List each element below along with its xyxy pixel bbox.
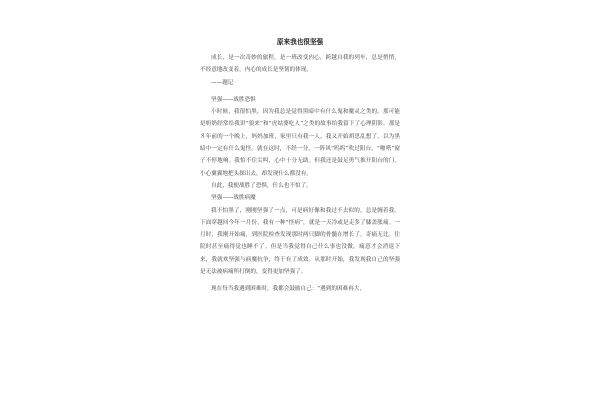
intro-paragraph: 成长，是一次奇妙的旅程，是一班改变内心，跨越自我的列车，总是悄悄，不经意地改变着，内心的成长是坚韧的体现。	[200, 55, 400, 74]
article-title: 原来我也很坚强	[276, 38, 324, 46]
fear-conclusion: 自此，我便战胜了恐惧，什么也不怕了。	[211, 182, 312, 189]
epigraph-label: ——题记	[211, 79, 234, 86]
article-body	[200, 38, 400, 296]
closing-paragraph: 现在每当我遇到困难时，我都会鼓励自己：“遇到的困难再大，	[211, 286, 365, 293]
illness-paragraph: 我不怕黑了，刚刚坚强了一点，可是病好像和我过不去似的，总是缠着我。下面穿越回今年一月份。我有一种“怪病”，就是一天冷或是走多了膝盖胀痛。一月时，我刚开始痛，到医院检查发现那时两只脚的骨髓在增长了，奇痛无比。住院时甚至痛得觉也睡不了。但是当我觉得自己什么事也没做，痛意才会消退下来，我就欢坚强与病魔抗争，终于有了成效。从那时开始，我发现我自己的坚强是无法被病痛所打倒的，变得更加坚强了。	[200, 207, 400, 276]
section-heading-illness: 坚强——战胜病魔	[211, 195, 256, 202]
section-heading-fear: 坚强——战胜恐惧	[211, 96, 256, 103]
fear-paragraph: 小时候，我很怕黑，因为我总是觉得黑暗中有什么鬼和魔灵之类的。那可能是奶奶经常给我讲“狼来”和“虎姑婆吃人”之类的故事给我留下了心理阴影。那是８年前的一个晚上，妈妈加班，家里只有我一人。我又开始胡思乱想了，以为黑暗中一定有什么鬼怪。就在这时，不经一分，一阵风“呜呜”吹过阳台，“啪嗒”窗子不停地响。我怕不住尖叫，心中十分无助。但我还是鼓足勇气推开阳台的门，小心翼翼地把头探出去，却发现什么都没有。	[200, 109, 400, 177]
